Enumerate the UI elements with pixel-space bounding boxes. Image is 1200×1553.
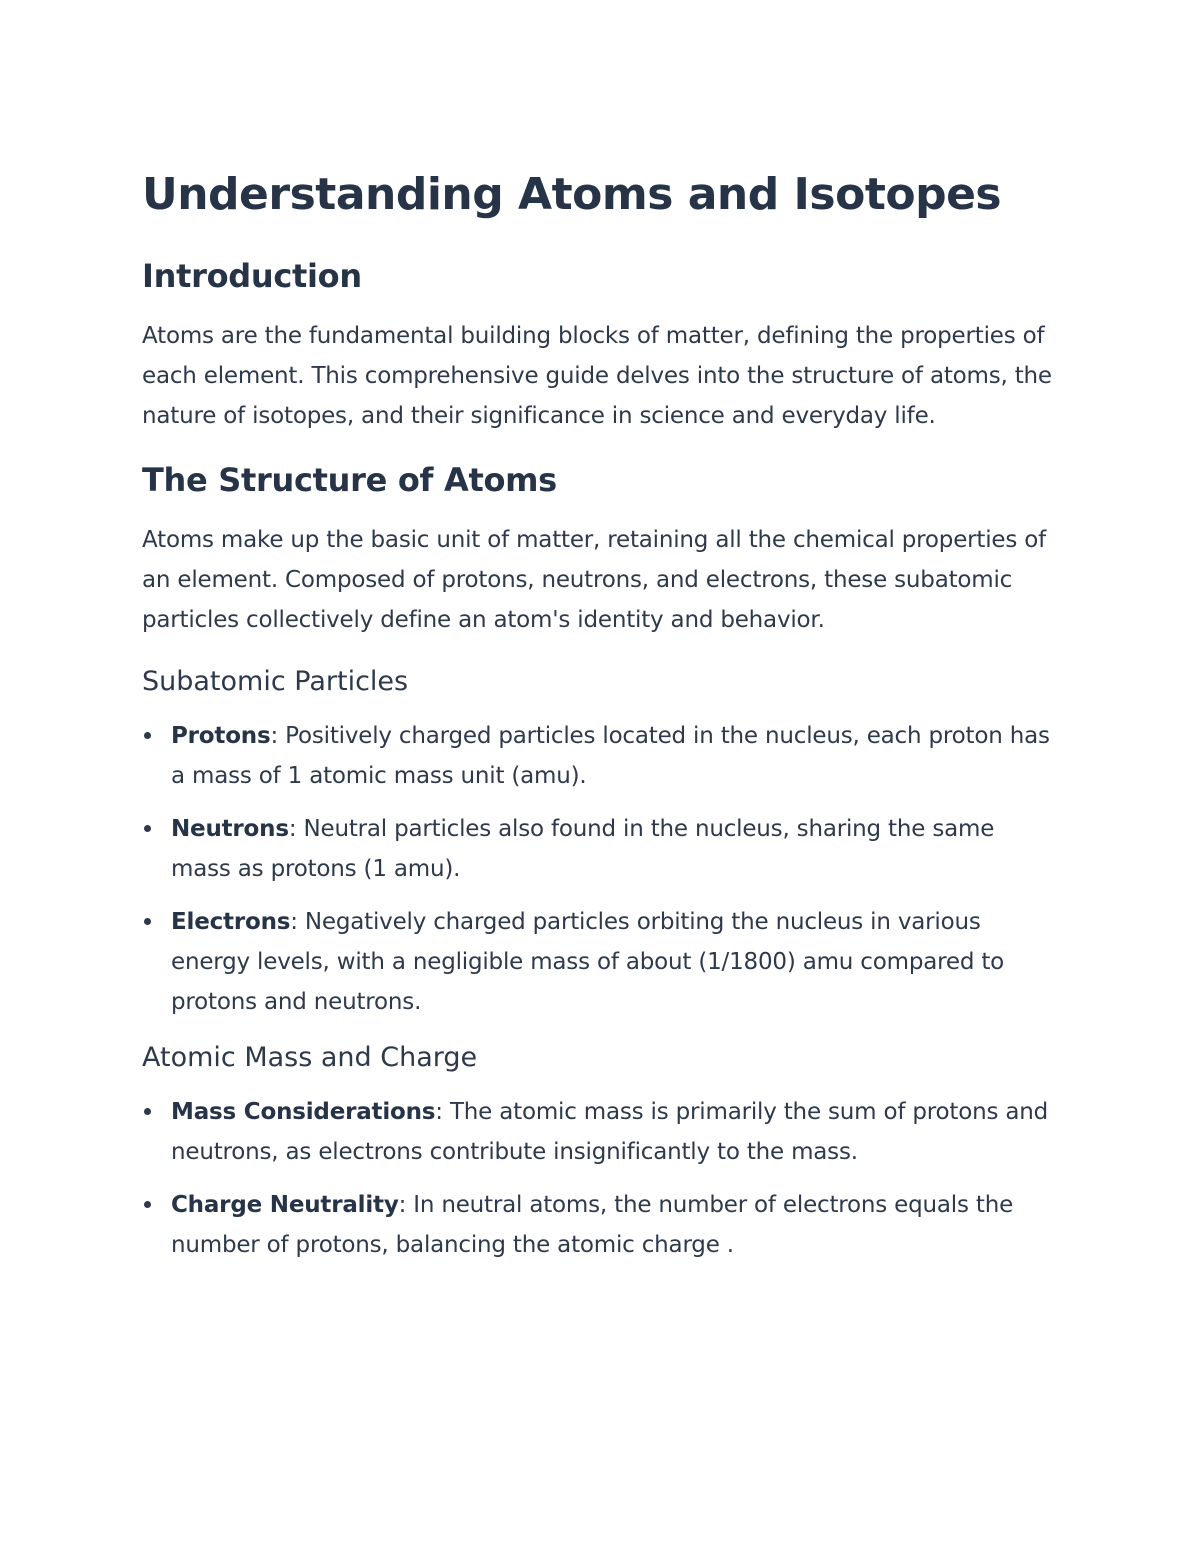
term-neutrons: Neutrons: [171, 816, 289, 842]
list-item-protons: [142, 716, 1060, 796]
subatomic-particles-heading: Subatomic Particles: [142, 666, 409, 697]
bullet-icon: [144, 732, 151, 739]
list-item-electrons: [142, 902, 1060, 1022]
bullet-icon: [144, 918, 151, 925]
list-item-neutrons: [142, 809, 1060, 889]
list-item-mass-considerations: [142, 1092, 1060, 1172]
bullet-icon: [144, 1201, 151, 1208]
description-protons: : Positively charged particles located in the nucleus, each proton has a mass of 1 atomic mass unit (amu).: [171, 723, 1050, 789]
term-protons: Protons: [171, 723, 271, 749]
atomic-mass-charge-list: [142, 1092, 1060, 1265]
description-charge-neutrality: : In neutral atoms, the number of electrons equals the number of protons, balancing the atomic charge .: [171, 1192, 1014, 1258]
term-mass-considerations: Mass Considerations: [171, 1099, 436, 1125]
bullet-icon: [144, 825, 151, 832]
list-item-charge-neutrality: [142, 1185, 1060, 1265]
page-title: Understanding Atoms and Isotopes: [142, 169, 1002, 220]
introduction-paragraph: Atoms are the fundamental building blocks of matter, defining the properties of each element. This comprehensive guide delves into the structure of atoms, the nature of isotopes, and their significance in science and everyday life.: [142, 323, 1052, 429]
structure-heading: The Structure of Atoms: [142, 461, 557, 499]
bullet-icon: [144, 1108, 151, 1115]
description-neutrons: : Neutral particles also found in the nucleus, sharing the same mass as protons (1 amu).: [171, 816, 995, 882]
term-charge-neutrality: Charge Neutrality: [171, 1192, 399, 1218]
description-mass-considerations: : The atomic mass is primarily the sum of protons and neutrons, as electrons contribute insignificantly to the mass.: [171, 1099, 1049, 1165]
term-electrons: Electrons: [171, 909, 291, 935]
description-electrons: : Negatively charged particles orbiting the nucleus in various energy levels, with a negligible mass of about (1/1800) amu compared to protons and neutrons.: [171, 909, 1005, 1015]
atomic-mass-charge-heading: Atomic Mass and Charge: [142, 1042, 478, 1073]
introduction-heading: Introduction: [142, 257, 362, 295]
structure-paragraph: Atoms make up the basic unit of matter, retaining all the chemical properties of an element. Composed of protons, neutrons, and electrons, these subatomic particles collectively define an atom's identity and behavior.: [142, 527, 1047, 633]
subatomic-particles-list: [142, 716, 1060, 1022]
